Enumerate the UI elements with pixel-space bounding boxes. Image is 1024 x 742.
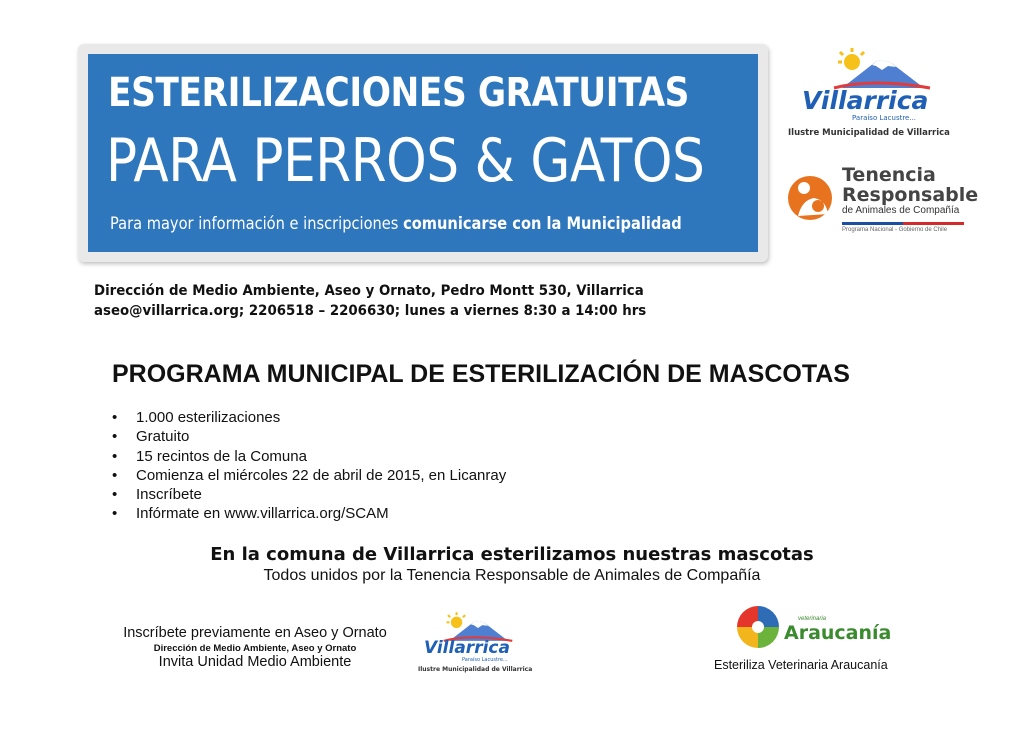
- villarrica-logo-footer: [418, 612, 538, 678]
- program-bullet-list: [112, 408, 506, 524]
- villarrica-wordmark: Villarrica: [424, 638, 510, 658]
- tenencia-line2: Responsable: [842, 184, 979, 206]
- list-item: • Infórmate en www.villarrica.org/SCAM: [112, 504, 506, 523]
- araucania-name: Araucanía: [784, 622, 892, 644]
- headline-banner: [88, 54, 758, 252]
- villarrica-wordmark: Villarrica: [802, 86, 929, 115]
- contact-email-phone-hours: aseo@villarrica.org; 2206518 – 2206630; lunes a viernes 8:30 a 14:00 hrs: [94, 303, 647, 319]
- villarrica-caption: Ilustre Municipalidad de Villarrica: [788, 128, 950, 138]
- footer-register-note: Inscríbete previamente en Aseo y Ornato: [123, 625, 387, 641]
- villarrica-logo: [788, 48, 956, 144]
- tenencia-line4: Programa Nacional - Gobierno de Chile: [842, 227, 948, 233]
- contact-info: [94, 281, 646, 321]
- villarrica-tagline: Paraíso Lacustre...: [462, 657, 508, 663]
- veterinary-globe-icon: [734, 604, 782, 650]
- tenencia-flag-bar: [842, 222, 964, 225]
- villarrica-caption: Ilustre Municipalidad de Villarrica: [418, 666, 533, 673]
- araucania-small-label: veterinaria: [798, 616, 827, 622]
- tenencia-responsable-logo: [784, 164, 979, 238]
- program-title: PROGRAMA MUNICIPAL DE ESTERILIZACIÓN DE MASCOTAS: [112, 360, 850, 388]
- araucania-logo: [734, 604, 892, 652]
- banner-headline-line2: PARA PERROS & GATOS: [106, 126, 705, 196]
- banner-info-line: [110, 214, 682, 234]
- footer-invite: Invita Unidad Medio Ambiente: [158, 654, 352, 670]
- list-item: • Inscríbete: [112, 485, 506, 504]
- list-item: • 15 recintos de la Comuna: [112, 447, 506, 466]
- banner-headline-line1: ESTERILIZACIONES GRATUITAS: [108, 70, 690, 116]
- slogan-subline: Todos unidos por la Tenencia Responsable de Animales de Compañía: [263, 567, 761, 584]
- araucania-caption: Esteriliza Veterinaria Araucanía: [714, 658, 888, 672]
- list-item: • 1.000 esterilizaciones: [112, 408, 506, 427]
- villarrica-tagline: Paraíso Lacustre...: [852, 114, 917, 122]
- tenencia-line1: Tenencia: [842, 164, 936, 186]
- banner-info-bold: comunicarse con la Municipalidad: [403, 214, 682, 234]
- footer-department: Dirección de Medio Ambiente, Aseo y Ornato: [153, 643, 357, 654]
- slogan-headline: En la comuna de Villarrica esterilizamos nuestras mascotas: [210, 544, 814, 565]
- contact-address: Dirección de Medio Ambiente, Aseo y Ornato, Pedro Montt 530, Villarrica: [94, 283, 644, 299]
- footer-left-text: [110, 625, 400, 670]
- list-item: • Comienza el miércoles 22 de abril de 2015, en Licanray: [112, 466, 506, 485]
- pet-owner-icon: [788, 168, 838, 228]
- list-item: • Gratuito: [112, 427, 506, 446]
- tenencia-line3: de Animales de Compañía: [842, 205, 960, 216]
- banner-info-regular: Para mayor información e inscripciones: [110, 214, 404, 234]
